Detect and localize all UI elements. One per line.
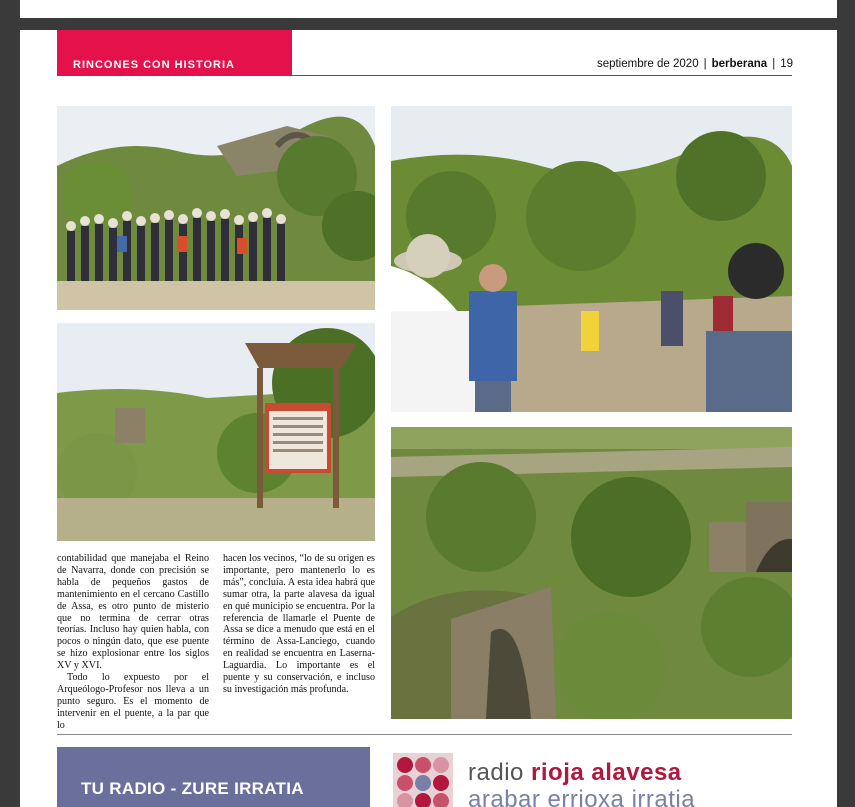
header-rule xyxy=(292,75,792,76)
radio-name-bold: rioja alavesa xyxy=(531,759,682,786)
article-column-1 xyxy=(57,553,209,732)
radio-logo-icon xyxy=(393,753,459,807)
radio-ad-banner[interactable] xyxy=(57,747,370,807)
radio-ad-text: TU RADIO - ZURE IRRATIA xyxy=(81,779,304,798)
paragraph: contabilidad que manejaba el Reino de Navarra, donde con precisión se habla de pequeños gastos de mantenimiento en el cercano Castillo de Assa, es otro punto de misterio que no termina de cerrar otras teorías. Incluso hay quien habla, con pocos o ningún dato, que ese puente se hizo explosionar entre los siglos XV y XVI. xyxy=(57,553,209,672)
magazine-page xyxy=(20,30,837,807)
paragraph: Todo lo expuesto por el Arqueólogo-Profesor nos lleva a un punto seguro. Es el momento de intervenir en el puente, a la par que lo xyxy=(57,672,209,731)
section-title: RINCONES CON HISTORIA xyxy=(73,59,235,71)
separator: | xyxy=(703,58,707,70)
paragraph: hacen los vecinos, “lo de su origen es importante, pero mantenerlo lo es más”, concluía. A esta idea habrá que sumar otra, la parte alavesa da igual en qué municipio se encuentra. Por la referencia de llamarle el Puente de Assa se dice a menudo que está en el término de Assa-Lanciego, cuando en realidad se encuentra en Laserna-Laguardia. Lo importante es el puente y su conservación, e incluso su investigación más profunda. xyxy=(223,553,375,695)
radio-logo-ad[interactable] xyxy=(393,747,793,807)
publication-name: berberana xyxy=(711,58,768,70)
information-sign-icon xyxy=(57,323,375,541)
bridge-ruins-photo xyxy=(391,427,792,719)
page-number: 19 xyxy=(780,58,793,70)
group-of-hikers-icon xyxy=(57,106,375,310)
group-photo xyxy=(57,106,375,310)
radio-name xyxy=(468,759,682,787)
article-column-2 xyxy=(223,553,375,696)
signboard-photo xyxy=(57,323,375,541)
issue-date: septiembre de 2020 xyxy=(596,58,699,70)
section-tab xyxy=(57,30,292,76)
footer-rule xyxy=(57,734,792,735)
guide-talk-photo xyxy=(391,106,792,412)
previous-page-strip xyxy=(20,0,837,18)
guide-speaking-icon xyxy=(391,106,792,412)
stone-bridge-arch-icon xyxy=(391,427,792,719)
separator: | xyxy=(772,58,776,70)
radio-name-basque: arabar errioxa irratia xyxy=(468,786,696,807)
radio-name-prefix: radio xyxy=(468,759,532,786)
header-meta xyxy=(597,58,793,70)
